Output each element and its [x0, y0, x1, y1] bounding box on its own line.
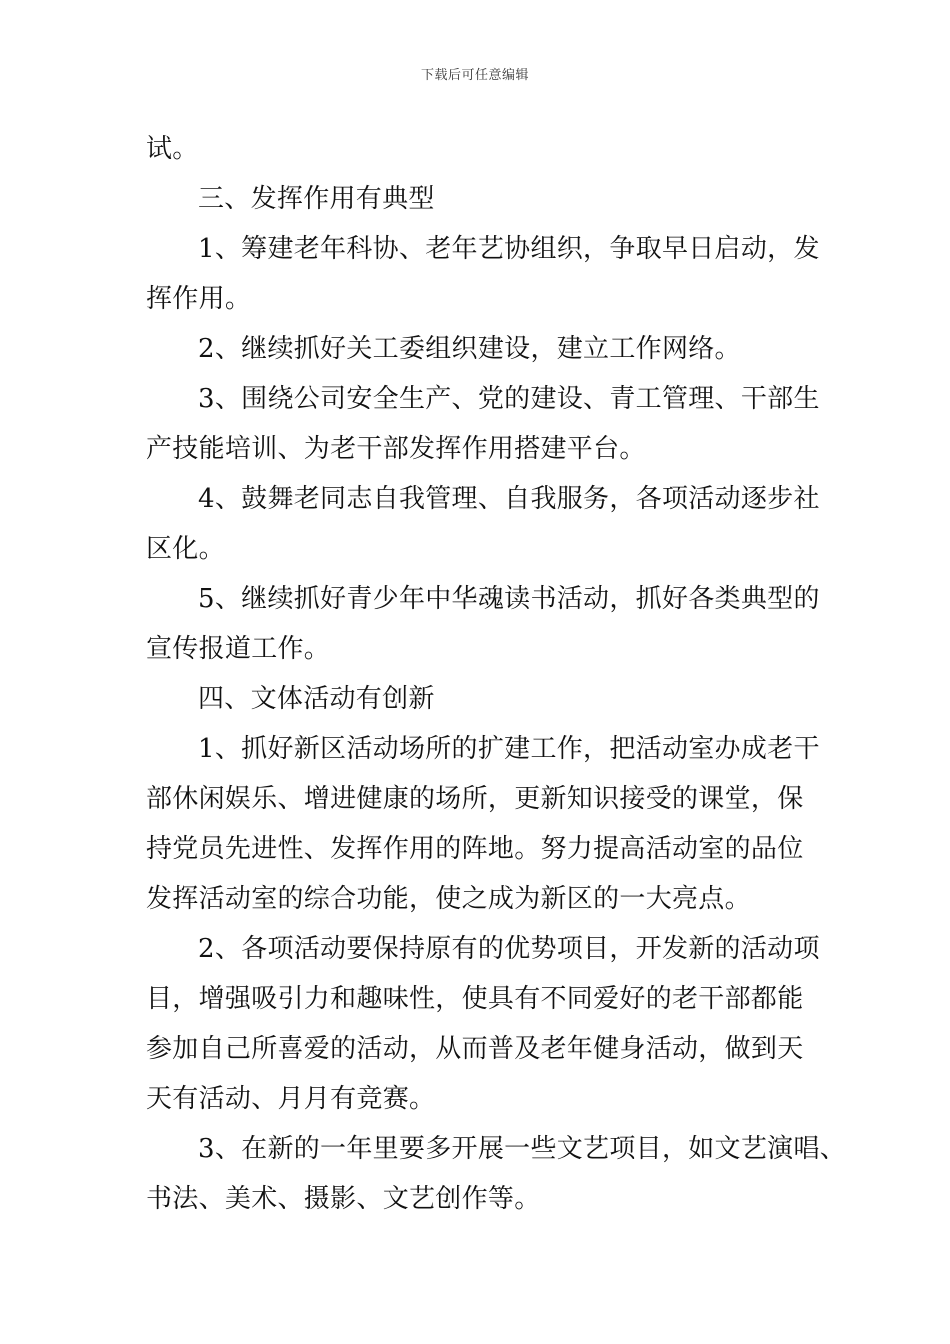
text-line: 挥作用。 [146, 284, 252, 314]
text-line: 参加自己所喜爱的活动，从而普及老年健身活动，做到天 [146, 1034, 804, 1064]
text-line: 1、抓好新区活动场所的扩建工作，把活动室办成老干 [198, 734, 820, 764]
text-line: 3、围绕公司安全生产、党的建设、青工管理、干部生 [198, 384, 820, 414]
text-line: 宣传报道工作。 [146, 634, 331, 664]
text-line: 区化。 [146, 534, 225, 564]
page-header: 下载后可任意编辑 [420, 68, 529, 83]
text-line: 持党员先进性、发挥作用的阵地。努力提高活动室的品位 [146, 834, 804, 864]
text-line: 3、在新的一年里要多开展一些文艺项目，如文艺演唱、 [198, 1134, 847, 1164]
document-body [146, 124, 847, 1224]
text-line: 天有活动、月月有竞赛。 [146, 1084, 436, 1114]
text-line: 1、筹建老年科协、老年艺协组织，争取早日启动，发 [198, 234, 820, 264]
text-line: 产技能培训、为老干部发挥作用搭建平台。 [146, 434, 646, 464]
text-line: 发挥活动室的综合功能，使之成为新区的一大亮点。 [146, 884, 751, 914]
section-heading: 四、文体活动有创新 [198, 684, 435, 714]
text-line: 4、鼓舞老同志自我管理、自我服务，各项活动逐步社 [198, 484, 820, 514]
text-line: 目，增强吸引力和趣味性，使具有不同爱好的老干部都能 [146, 984, 804, 1014]
text-line: 试。 [146, 134, 199, 164]
text-line: 部休闲娱乐、增进健康的场所，更新知识接受的课堂，保 [146, 784, 804, 814]
text-line: 2、各项活动要保持原有的优势项目，开发新的活动项 [198, 934, 820, 964]
section-heading: 三、发挥作用有典型 [198, 184, 435, 214]
text-line: 5、继续抓好青少年中华魂读书活动，抓好各类典型的 [198, 584, 820, 614]
text-line: 2、继续抓好关工委组织建设，建立工作网络。 [198, 334, 741, 364]
text-line: 书法、美术、摄影、文艺创作等。 [146, 1184, 541, 1214]
